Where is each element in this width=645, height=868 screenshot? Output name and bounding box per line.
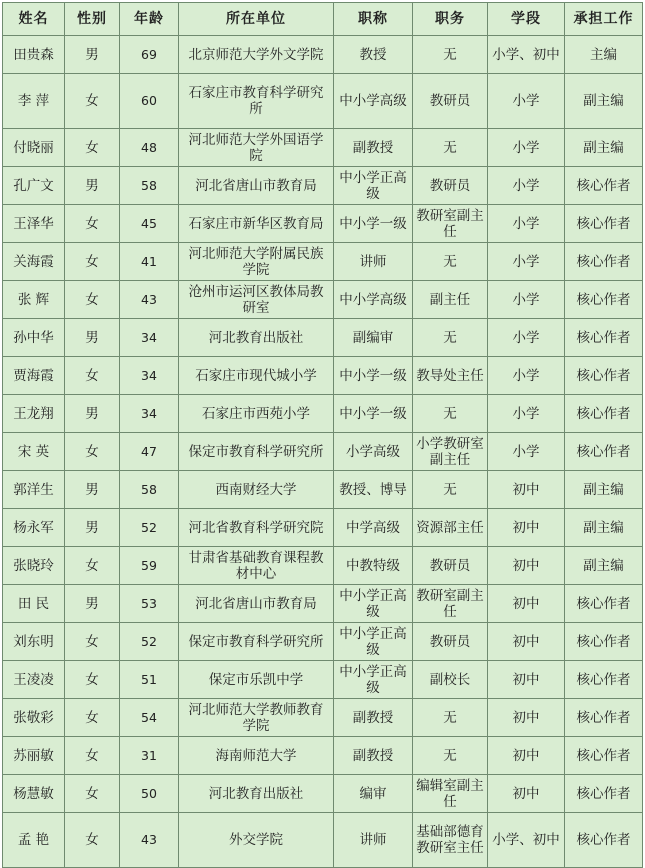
role-cell: 副主编: [565, 471, 643, 509]
stage-cell: 小学: [488, 395, 565, 433]
gender-cell: 女: [65, 699, 120, 737]
age-cell: 52: [120, 623, 179, 661]
title-cell: 中教特级: [334, 547, 413, 585]
name-cell: 李 萍: [3, 74, 65, 129]
role-cell: 副主编: [565, 509, 643, 547]
age-cell: 41: [120, 243, 179, 281]
position-cell: 教研员: [413, 623, 488, 661]
table-row: [3, 281, 643, 319]
name-cell: 田 民: [3, 585, 65, 623]
gender-cell: 女: [65, 205, 120, 243]
name-cell: 宋 英: [3, 433, 65, 471]
gender-cell: 男: [65, 509, 120, 547]
position-cell: 资源部主任: [413, 509, 488, 547]
table-row: [3, 813, 643, 868]
name-cell: 苏丽敏: [3, 737, 65, 775]
unit-cell: 北京师范大学外文学院: [179, 36, 334, 74]
role-cell: 核心作者: [565, 737, 643, 775]
header-gender: 性别: [65, 3, 120, 36]
title-cell: 教授: [334, 36, 413, 74]
age-cell: 34: [120, 395, 179, 433]
age-cell: 50: [120, 775, 179, 813]
gender-cell: 男: [65, 167, 120, 205]
title-cell: 中小学高级: [334, 74, 413, 129]
header-unit: 所在单位: [179, 3, 334, 36]
role-cell: 核心作者: [565, 281, 643, 319]
position-cell: 副主任: [413, 281, 488, 319]
name-cell: 王泽华: [3, 205, 65, 243]
stage-cell: 初中: [488, 775, 565, 813]
table-row: [3, 775, 643, 813]
age-cell: 47: [120, 433, 179, 471]
unit-cell: 河北师范大学外国语学院: [179, 129, 334, 167]
age-cell: 54: [120, 699, 179, 737]
gender-cell: 女: [65, 74, 120, 129]
title-cell: 讲师: [334, 243, 413, 281]
position-cell: 无: [413, 699, 488, 737]
gender-cell: 女: [65, 547, 120, 585]
unit-cell: 石家庄市西苑小学: [179, 395, 334, 433]
age-cell: 34: [120, 319, 179, 357]
title-cell: 讲师: [334, 813, 413, 868]
stage-cell: 小学、初中: [488, 36, 565, 74]
name-cell: 孟 艳: [3, 813, 65, 868]
table-row: [3, 74, 643, 129]
title-cell: 小学高级: [334, 433, 413, 471]
unit-cell: 西南财经大学: [179, 471, 334, 509]
stage-cell: 小学: [488, 281, 565, 319]
header-row: [3, 3, 643, 36]
title-cell: 中小学一级: [334, 205, 413, 243]
position-cell: 无: [413, 395, 488, 433]
title-cell: 编审: [334, 775, 413, 813]
unit-cell: 河北省唐山市教育局: [179, 167, 334, 205]
header-role: 承担工作: [565, 3, 643, 36]
name-cell: 关海霞: [3, 243, 65, 281]
name-cell: 杨永军: [3, 509, 65, 547]
table-row: [3, 167, 643, 205]
gender-cell: 女: [65, 433, 120, 471]
header-name: 姓名: [3, 3, 65, 36]
age-cell: 53: [120, 585, 179, 623]
gender-cell: 女: [65, 661, 120, 699]
stage-cell: 初中: [488, 737, 565, 775]
unit-cell: 河北省唐山市教育局: [179, 585, 334, 623]
stage-cell: 小学: [488, 74, 565, 129]
title-cell: 副教授: [334, 699, 413, 737]
unit-cell: 河北教育出版社: [179, 319, 334, 357]
title-cell: 中小学一级: [334, 357, 413, 395]
gender-cell: 女: [65, 623, 120, 661]
role-cell: 副主编: [565, 74, 643, 129]
stage-cell: 小学: [488, 167, 565, 205]
position-cell: 无: [413, 319, 488, 357]
table-row: [3, 509, 643, 547]
table-row: [3, 699, 643, 737]
unit-cell: 保定市教育科学研究所: [179, 433, 334, 471]
table-row: [3, 547, 643, 585]
unit-cell: 海南师范大学: [179, 737, 334, 775]
gender-cell: 女: [65, 243, 120, 281]
table-row: [3, 36, 643, 74]
header-stage: 学段: [488, 3, 565, 36]
title-cell: 中小学高级: [334, 281, 413, 319]
gender-cell: 女: [65, 737, 120, 775]
title-cell: 中小学正高级: [334, 167, 413, 205]
stage-cell: 初中: [488, 623, 565, 661]
position-cell: 教研室副主任: [413, 585, 488, 623]
position-cell: 无: [413, 36, 488, 74]
gender-cell: 女: [65, 775, 120, 813]
table-row: [3, 585, 643, 623]
gender-cell: 女: [65, 281, 120, 319]
title-cell: 副教授: [334, 737, 413, 775]
table-row: [3, 357, 643, 395]
header-title: 职称: [334, 3, 413, 36]
position-cell: 编辑室副主任: [413, 775, 488, 813]
unit-cell: 河北省教育科学研究院: [179, 509, 334, 547]
position-cell: 教研室副主任: [413, 205, 488, 243]
unit-cell: 石家庄市现代城小学: [179, 357, 334, 395]
name-cell: 孔广文: [3, 167, 65, 205]
role-cell: 核心作者: [565, 775, 643, 813]
table-row: [3, 319, 643, 357]
stage-cell: 初中: [488, 547, 565, 585]
role-cell: 副主编: [565, 547, 643, 585]
unit-cell: 石家庄市教育科学研究所: [179, 74, 334, 129]
position-cell: 教研员: [413, 547, 488, 585]
gender-cell: 男: [65, 585, 120, 623]
stage-cell: 初中: [488, 661, 565, 699]
role-cell: 核心作者: [565, 395, 643, 433]
stage-cell: 小学: [488, 205, 565, 243]
name-cell: 郭洋生: [3, 471, 65, 509]
unit-cell: 河北教育出版社: [179, 775, 334, 813]
age-cell: 59: [120, 547, 179, 585]
stage-cell: 初中: [488, 699, 565, 737]
name-cell: 贾海霞: [3, 357, 65, 395]
unit-cell: 河北师范大学附属民族学院: [179, 243, 334, 281]
table-row: [3, 661, 643, 699]
stage-cell: 小学: [488, 243, 565, 281]
age-cell: 58: [120, 471, 179, 509]
name-cell: 张敬彩: [3, 699, 65, 737]
table-row: [3, 129, 643, 167]
gender-cell: 女: [65, 813, 120, 868]
stage-cell: 小学: [488, 319, 565, 357]
stage-cell: 初中: [488, 509, 565, 547]
table-row: [3, 433, 643, 471]
role-cell: 核心作者: [565, 661, 643, 699]
unit-cell: 石家庄市新华区教育局: [179, 205, 334, 243]
name-cell: 张 辉: [3, 281, 65, 319]
position-cell: 无: [413, 243, 488, 281]
role-cell: 核心作者: [565, 167, 643, 205]
authors-table: [2, 2, 643, 868]
age-cell: 43: [120, 281, 179, 319]
name-cell: 田贵森: [3, 36, 65, 74]
title-cell: 中小学一级: [334, 395, 413, 433]
role-cell: 核心作者: [565, 699, 643, 737]
stage-cell: 小学: [488, 357, 565, 395]
title-cell: 副编审: [334, 319, 413, 357]
title-cell: 中小学正高级: [334, 623, 413, 661]
role-cell: 核心作者: [565, 357, 643, 395]
role-cell: 副主编: [565, 129, 643, 167]
position-cell: 无: [413, 129, 488, 167]
position-cell: 小学教研室副主任: [413, 433, 488, 471]
title-cell: 中小学正高级: [334, 661, 413, 699]
age-cell: 69: [120, 36, 179, 74]
position-cell: 无: [413, 471, 488, 509]
name-cell: 刘东明: [3, 623, 65, 661]
table-row: [3, 395, 643, 433]
age-cell: 48: [120, 129, 179, 167]
role-cell: 核心作者: [565, 813, 643, 868]
name-cell: 付晓丽: [3, 129, 65, 167]
age-cell: 58: [120, 167, 179, 205]
role-cell: 核心作者: [565, 243, 643, 281]
gender-cell: 男: [65, 36, 120, 74]
stage-cell: 小学、初中: [488, 813, 565, 868]
age-cell: 51: [120, 661, 179, 699]
name-cell: 张晓玲: [3, 547, 65, 585]
title-cell: 教授、博导: [334, 471, 413, 509]
role-cell: 核心作者: [565, 433, 643, 471]
gender-cell: 男: [65, 395, 120, 433]
age-cell: 34: [120, 357, 179, 395]
role-cell: 核心作者: [565, 205, 643, 243]
age-cell: 60: [120, 74, 179, 129]
age-cell: 45: [120, 205, 179, 243]
stage-cell: 初中: [488, 585, 565, 623]
stage-cell: 初中: [488, 471, 565, 509]
unit-cell: 外交学院: [179, 813, 334, 868]
gender-cell: 女: [65, 129, 120, 167]
age-cell: 52: [120, 509, 179, 547]
role-cell: 核心作者: [565, 623, 643, 661]
title-cell: 副教授: [334, 129, 413, 167]
table-row: [3, 623, 643, 661]
table-row: [3, 471, 643, 509]
header-age: 年龄: [120, 3, 179, 36]
name-cell: 孙中华: [3, 319, 65, 357]
table-row: [3, 205, 643, 243]
gender-cell: 男: [65, 471, 120, 509]
name-cell: 王龙翔: [3, 395, 65, 433]
header-position: 职务: [413, 3, 488, 36]
position-cell: 教研员: [413, 74, 488, 129]
unit-cell: 沧州市运河区教体局教研室: [179, 281, 334, 319]
role-cell: 核心作者: [565, 585, 643, 623]
unit-cell: 河北师范大学教师教育学院: [179, 699, 334, 737]
gender-cell: 男: [65, 319, 120, 357]
role-cell: 核心作者: [565, 319, 643, 357]
unit-cell: 保定市乐凯中学: [179, 661, 334, 699]
table-row: [3, 243, 643, 281]
age-cell: 31: [120, 737, 179, 775]
position-cell: 教研员: [413, 167, 488, 205]
gender-cell: 女: [65, 357, 120, 395]
stage-cell: 小学: [488, 433, 565, 471]
role-cell: 主编: [565, 36, 643, 74]
table-row: [3, 737, 643, 775]
position-cell: 无: [413, 737, 488, 775]
title-cell: 中学高级: [334, 509, 413, 547]
unit-cell: 甘肃省基础教育课程教材中心: [179, 547, 334, 585]
position-cell: 副校长: [413, 661, 488, 699]
name-cell: 杨慧敏: [3, 775, 65, 813]
name-cell: 王凌凌: [3, 661, 65, 699]
position-cell: 教导处主任: [413, 357, 488, 395]
stage-cell: 小学: [488, 129, 565, 167]
position-cell: 基础部德育教研室主任: [413, 813, 488, 868]
title-cell: 中小学正高级: [334, 585, 413, 623]
unit-cell: 保定市教育科学研究所: [179, 623, 334, 661]
age-cell: 43: [120, 813, 179, 868]
